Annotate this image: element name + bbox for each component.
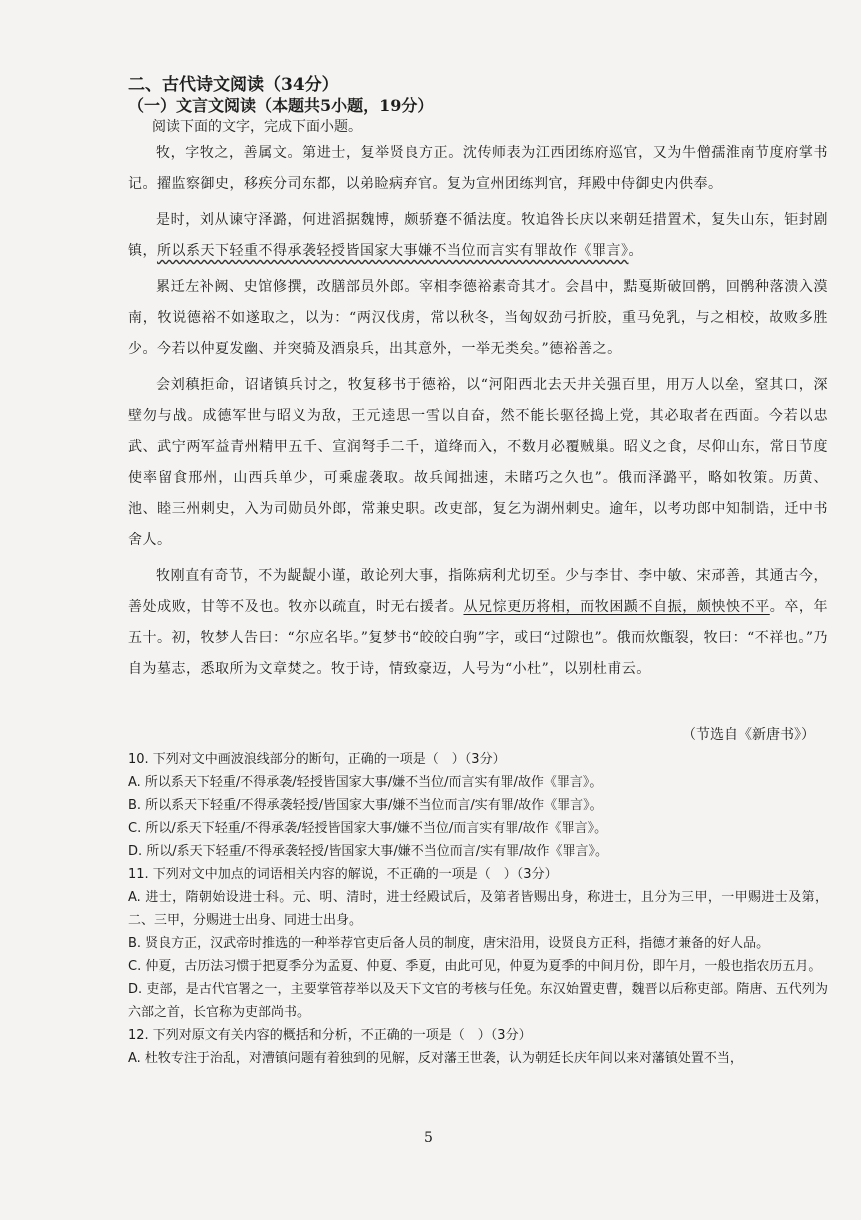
subsection-title: （一）文言文阅读（本题共5小题，19分）	[128, 96, 434, 115]
question-10-stem: 10. 下列对文中画波浪线部分的断句，正确的一项是（ ）（3分）	[128, 752, 506, 767]
reading-instruction: 阅读下面的文字，完成下面小题。	[152, 119, 362, 135]
page-number: 5	[424, 1130, 433, 1146]
passage-text: 。	[628, 243, 643, 259]
question-list	[128, 748, 828, 1070]
passage-paragraph-4: 会刘稹拒命，诏诸镇兵讨之，牧复移书于德裕，以“河阳西北去天井关强百里，用万人以垒，窒其口，深壁勿与战。成德军世与昭义为敌，王元逵思一雪以自奋，然不能长驱径捣上党，其必取者在西面。今若以忠武、武宁两军益青州精甲五千、宣润弩手二千，道绛而入，不数月必覆贼巢。昭义之食，尽仰山东，常日节度使率留食邢州，山西兵单少，可乘虚袭取。故兵闻拙速，未睹巧之久也”。俄而泽潞平，略如牧策。历黄、池、睦三州刺史，入为司勋员外郎，常兼史职。改吏部，复乞为湖州刺史。逾年，以考功郎中知制诰，迁中书舍人。	[128, 377, 828, 548]
question-11-option-a: A. 进士，隋朝始设进士科。元、明、清时，进士经殿试后，及第者皆赐出身，称进士，且分为三甲，一甲赐进士及第，二、三甲，分赐进士出身、同进士出身。	[128, 890, 828, 928]
section-title: 二、古代诗文阅读（34分）	[128, 75, 339, 95]
question-11-stem: 11. 下列对文中加点的词语相关内容的解说，不正确的一项是（ ）（3分）	[128, 867, 558, 882]
underlined-sentence: 从兄悰更历将相，而牧困踬不自振，颇怏怏不平	[463, 599, 770, 615]
classical-passage	[128, 138, 828, 690]
question-11-option-b: B. 贤良方正，汉武帝时推选的一种举荐官吏后备人员的制度，唐宋沿用，设贤良方正科，指德才兼备的好人品。	[128, 936, 770, 951]
question-12-stem: 12. 下列对原文有关内容的概括和分析，不正确的一项是（ ）（3分）	[128, 1028, 532, 1043]
passage-paragraph-2	[128, 205, 828, 267]
passage-source: （节选自《新唐书》）	[682, 727, 815, 743]
question-11-option-d: D. 吏部，是古代官署之一，主要掌管荐举以及天下文官的考核与任免。东汉始置吏曹，魏晋以后称吏部。隋唐、五代列为六部之首，长官称为吏部尚书。	[128, 982, 828, 1020]
wavy-underlined-sentence: 所以系天下轻重不得承袭轻授皆国家大事嫌不当位而言实有罪故作《罪言》	[157, 243, 629, 259]
question-10-option-c: C. 所以/系天下轻重/不得承袭/轻授皆国家大事/嫌不当位/而言实有罪/故作《罪言》。	[128, 821, 608, 836]
passage-paragraph-1: 牧，字牧之，善属文。第进士，复举贤良方正。沈传师表为江西团练府巡官，又为牛僧孺淮南节度府掌书记。擢监察御史，移疾分司东都，以弟睑病弃官。复为宣州团练判官，拜殿中侍御史内供奉。	[128, 145, 828, 192]
passage-text: 。卒，年五十。初，牧梦人告曰：“尔应名毕。”复梦书“皎皎白驹”字，或曰“过隙也”。俄而炊甑裂，牧曰：“不祥也。”乃自为墓志，悉取所为文章焚之。牧于诗，情致豪迈，人号为“小杜”，以别杜甫云。	[128, 599, 829, 677]
passage-paragraph-5	[128, 561, 828, 685]
passage-text: 是时，刘从谏守泽潞，何进滔据魏博，颇骄蹇不循法度。牧追咎长庆以来朝廷措置术，复失山东，钜封剧镇，	[128, 212, 828, 259]
question-11-option-c: C. 仲夏，古历法习惯于把夏季分为孟夏、仲夏、季夏，由此可见，仲夏为夏季的中间月份，即午月，一般也指农历五月。	[128, 959, 822, 974]
passage-paragraph-3: 累迁左补阙、史馆修撰，改膳部员外郎。宰相李德裕素奇其才。会昌中，黠戛斯破回鹘，回鹘种落溃入漠南，牧说德裕不如遂取之，以为：“两汉伐虏，常以秋冬，当匈奴劲弓折胶，重马免乳，与之相校，故败多胜少。今若以仲夏发幽、并突骑及酒泉兵，出其意外，一举无类矣。”德裕善之。	[128, 279, 828, 357]
question-10-option-b: B. 所以系天下轻重/不得承袭轻授/皆国家大事/嫌不当位而言/实有罪/故作《罪言》。	[128, 798, 603, 813]
passage-text: 牧刚直有奇节，不为龊龊小谨，敢论列大事，指陈病利尤切至。少与李甘、李中敏、宋邧善，其通古今，善处成败，甘等不及也。牧亦以疏直，时无右援者。	[128, 568, 828, 615]
question-12-option-a: A. 杜牧专注于治乱，对漕镇问题有着独到的见解，反对藩王世袭，认为朝廷长庆年间以来对藩镇处置不当，	[128, 1051, 743, 1066]
question-10-option-d: D. 所以/系天下轻重/不得承袭轻授/皆国家大事/嫌不当位而言/实有罪/故作《罪言》。	[128, 844, 609, 859]
question-10-option-a: A. 所以系天下轻重/不得承袭/轻授皆国家大事/嫌不当位/而言实有罪/故作《罪言》。	[128, 775, 603, 790]
